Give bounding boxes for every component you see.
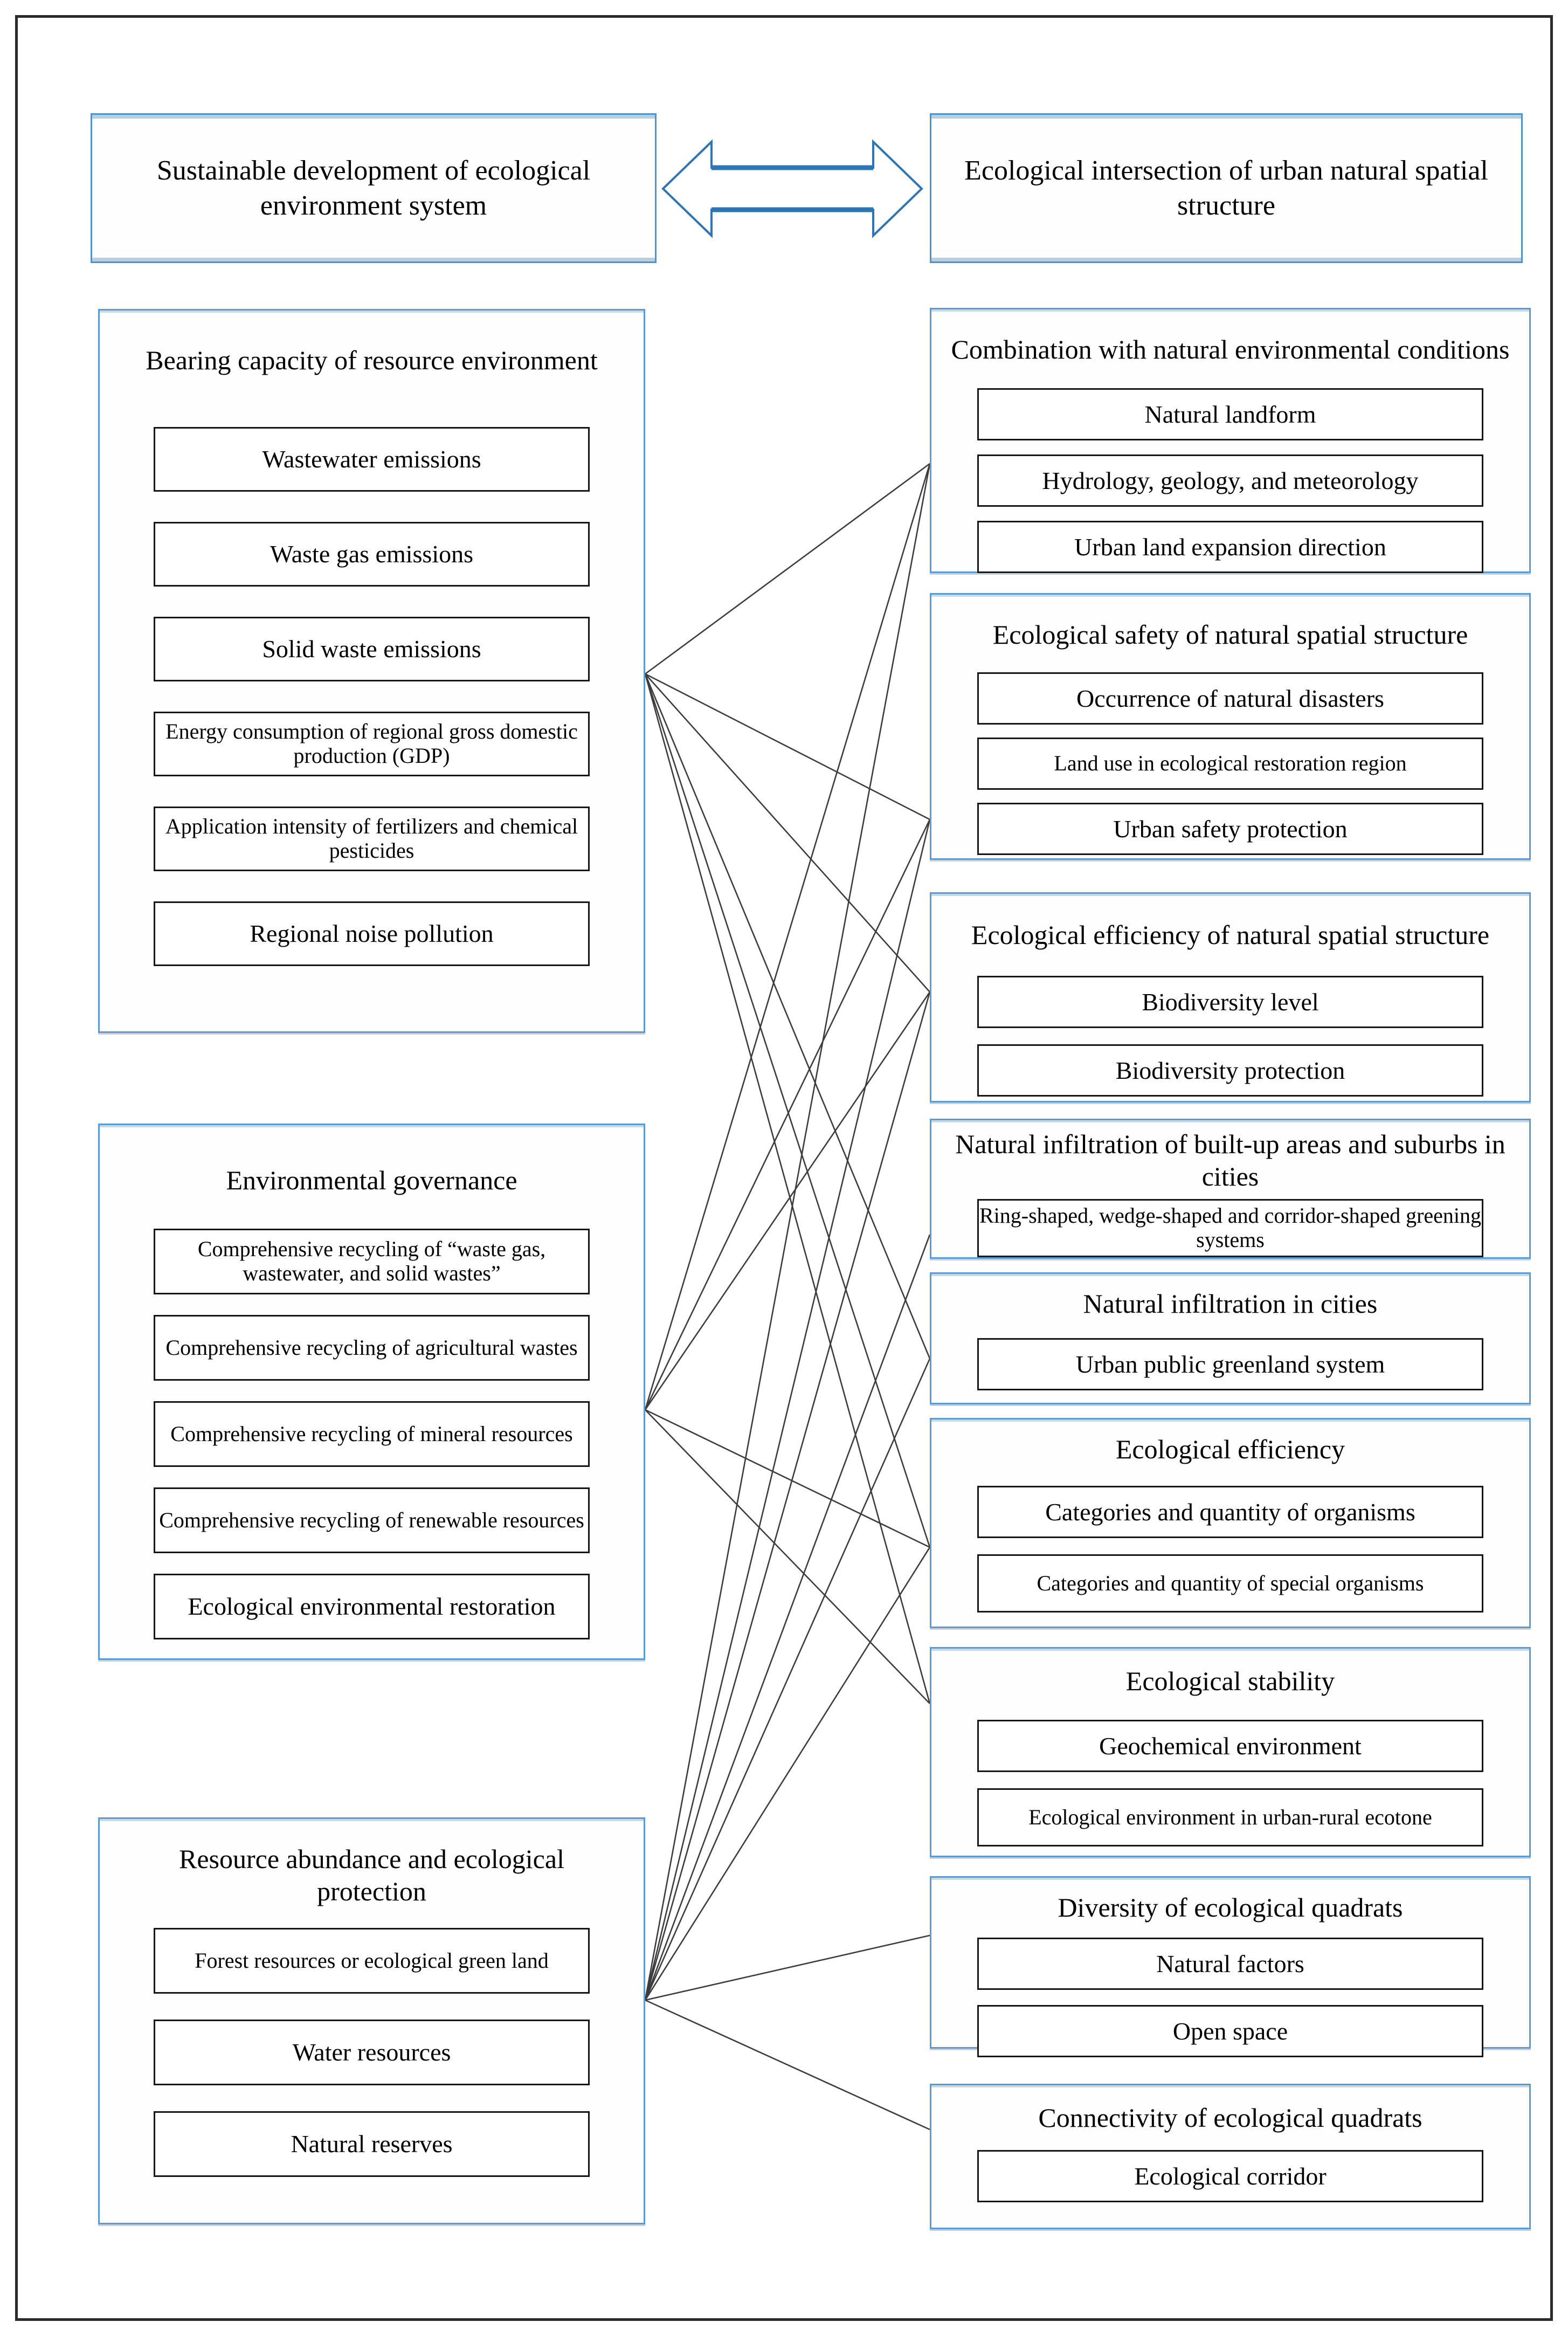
group-items — [931, 1199, 1529, 1257]
item-box: Land use in ecological restoration region — [977, 738, 1483, 790]
item-box: Waste gas emissions — [154, 522, 590, 587]
item-box: Natural landform — [977, 388, 1483, 440]
item-box: Biodiversity protection — [977, 1044, 1483, 1097]
item-box: Natural factors — [977, 1938, 1483, 1990]
item-box: Hydrology, geology, and meteorology — [977, 454, 1483, 507]
item-box: Ecological environmental restoration — [154, 1574, 590, 1639]
item-box: Forest resources or ecological green land — [154, 1928, 590, 1994]
right-group-G1 — [930, 308, 1531, 573]
group-title: Bearing capacity of resource environment — [146, 345, 598, 375]
header-box-right: Ecological intersection of urban natural spatial structure — [930, 113, 1523, 263]
item-box: Ring-shaped, wedge-shaped and corridor-shaped greening systems — [977, 1199, 1483, 1257]
double-arrow-icon — [660, 137, 924, 240]
item-box: Open space — [977, 2005, 1483, 2057]
group-items — [100, 1229, 644, 1639]
group-items — [931, 1938, 1529, 2057]
item-box: Geochemical environment — [977, 1720, 1483, 1772]
right-group-G4 — [930, 1119, 1531, 1259]
group-items — [100, 1928, 644, 2177]
group-title: Environmental governance — [226, 1165, 517, 1195]
group-title: Diversity of ecological quadrats — [1058, 1892, 1403, 1922]
right-group-G7 — [930, 1647, 1531, 1857]
group-title: Resource abundance and ecological protection — [179, 1844, 564, 1906]
item-box: Occurrence of natural disasters — [977, 672, 1483, 725]
item-box: Energy consumption of regional gross domestic production (GDP) — [154, 712, 590, 776]
item-box: Urban safety protection — [977, 803, 1483, 855]
item-box: Comprehensive recycling of “waste gas, wastewater, and solid wastes” — [154, 1229, 590, 1294]
right-group-G9 — [930, 2084, 1531, 2229]
item-box: Application intensity of fertilizers and chemical pesticides — [154, 807, 590, 871]
item-box: Categories and quantity of organisms — [977, 1486, 1483, 1538]
item-box: Urban public greenland system — [977, 1338, 1483, 1390]
item-box: Ecological environment in urban-rural ecotone — [977, 1788, 1483, 1846]
group-title: Ecological stability — [1125, 1666, 1335, 1696]
right-group-G8 — [930, 1876, 1531, 2049]
group-title: Ecological safety of natural spatial structure — [992, 619, 1468, 650]
item-box: Water resources — [154, 2020, 590, 2085]
item-box: Regional noise pollution — [154, 901, 590, 966]
group-title: Natural infiltration of built-up areas and suburbs in cities — [955, 1129, 1505, 1191]
group-items — [931, 1338, 1529, 1390]
group-title: Natural infiltration in cities — [1083, 1288, 1378, 1319]
right-group-G6 — [930, 1418, 1531, 1628]
group-title: Ecological efficiency of natural spatial structure — [971, 920, 1490, 950]
item-box: Urban land expansion direction — [977, 521, 1483, 573]
item-box: Comprehensive recycling of agricultural wastes — [154, 1315, 590, 1381]
group-title: Ecological efficiency — [1115, 1434, 1345, 1464]
group-items — [931, 976, 1529, 1097]
item-box: Natural reserves — [154, 2111, 590, 2177]
group-title: Combination with natural environmental conditions — [951, 334, 1510, 364]
group-items — [931, 672, 1529, 855]
item-box: Comprehensive recycling of renewable resources — [154, 1487, 590, 1553]
left-group-L1 — [98, 309, 645, 1033]
right-group-G5 — [930, 1272, 1531, 1404]
left-group-L2 — [98, 1124, 645, 1660]
item-box: Ecological corridor — [977, 2150, 1483, 2202]
item-box: Solid waste emissions — [154, 617, 590, 681]
group-items — [931, 1720, 1529, 1846]
left-group-L3 — [98, 1817, 645, 2224]
group-items — [931, 388, 1529, 573]
group-items — [931, 1486, 1529, 1613]
item-box: Wastewater emissions — [154, 427, 590, 492]
header-box-left: Sustainable development of ecological environment system — [91, 113, 657, 263]
right-group-G2 — [930, 593, 1531, 860]
group-items — [931, 2150, 1529, 2202]
right-group-G3 — [930, 892, 1531, 1102]
item-box: Biodiversity level — [977, 976, 1483, 1028]
item-box: Comprehensive recycling of mineral resources — [154, 1401, 590, 1467]
group-items — [100, 427, 644, 966]
group-title: Connectivity of ecological quadrats — [1038, 2103, 1422, 2133]
item-box: Categories and quantity of special organisms — [977, 1554, 1483, 1613]
